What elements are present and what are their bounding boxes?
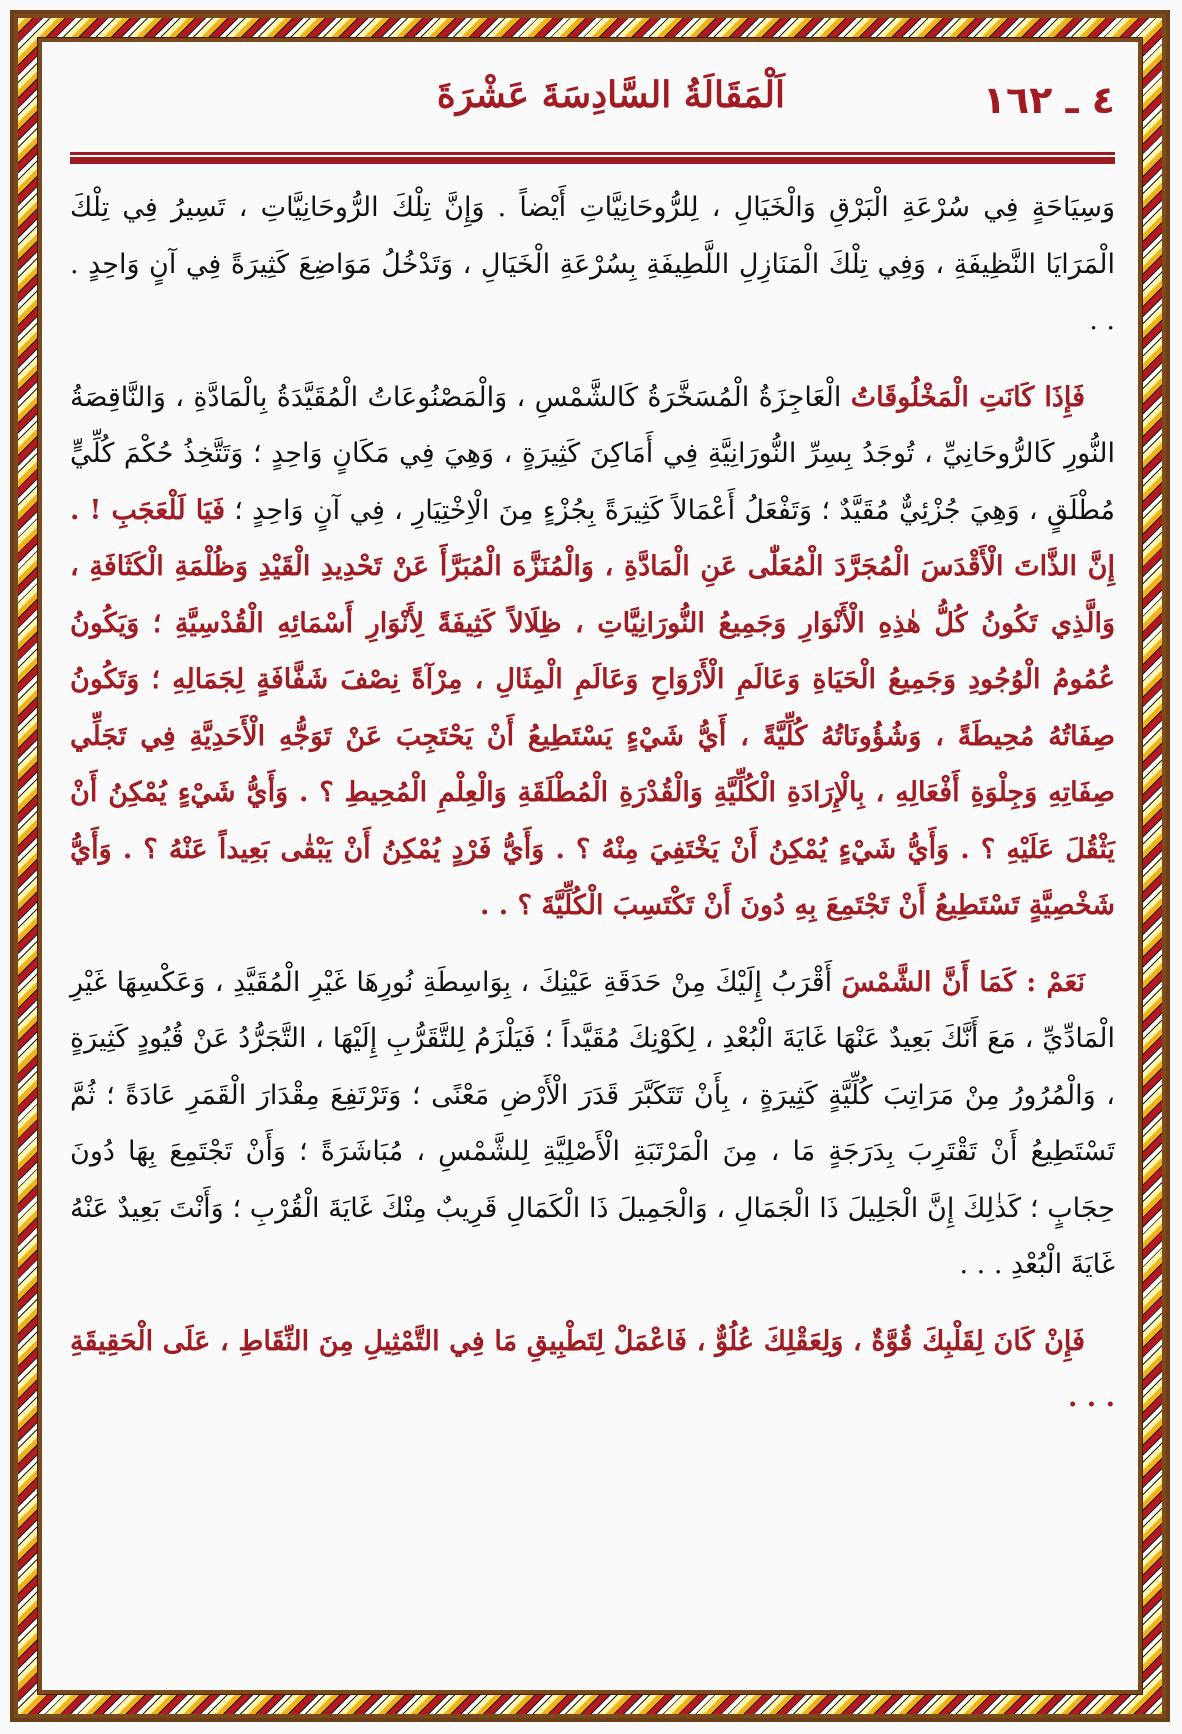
paragraph-text: أَقْرَبُ إِلَيْكَ مِنْ حَدَقَةِ عَيْنِكَ ، بِوَاسِطَةِ نُورِهَا غَيْرِ الْمُقَيَّدِ ، وَعَكْسِهَا غَيْرِ الْمَادِّيِّ ، مَعَ أَنَّكَ بَعِيدٌ عَنْهَا غَايَةَ الْبُعْدِ ، لِكَوْنِكَ مُقَيَّداً ؛ فَيَلْزَمُ لِلتَّقَرُّبِ إِلَيْهَا ، التَّجَرُّدُ عَنْ قُيُودٍ كَثِيرَةٍ ، وَالْمُرُورُ مِنْ مَرَاتِبَ كُلِّيَّةٍ كَثِيرَةٍ ، بِأَنْ تَتَكَبَّرَ قَدَرَ الْأَرْضِ مَعْنًى ؛ وَتَرْتَفِعَ مِقْدَارَ الْقَمَرِ عَادَةً ؛ ثُمَّ تَسْتَطِيعُ أَنْ تَقْتَرِبَ بِدَرَجَةٍ مَا ، مِنَ الْمَرْتَبَةِ الْأَصْلِيَّةِ لِلشَّمْسِ ، مُبَاشَرَةً ؛ وَأَنْ تَجْتَمِعَ بِهَا دُونَ حِجَابٍ ؛ كَذٰلِكَ إِنَّ الْجَلِيلَ ذَا الْجَمَالِ ، وَالْجَمِيلَ ذَا الْكَمَالِ قَرِيبٌ مِنْكَ غَايَةَ الْقُرْبِ ؛ وَأَنْتَ بَعِيدٌ عَنْهُ غَايَةَ الْبُعْدِ . . . bbox=[70, 966, 1115, 1280]
paragraph-highlight: فَإِذَا كَانَتِ الْمَخْلُوقَاتُ bbox=[850, 381, 1086, 413]
page-header bbox=[70, 70, 1115, 152]
paragraph-4 bbox=[70, 1314, 1115, 1427]
paragraph-3 bbox=[70, 955, 1115, 1294]
header-divider bbox=[70, 152, 1115, 164]
page-number: ٤ ـ ١٦٢ bbox=[982, 78, 1115, 122]
paragraph-highlight: فَإِنْ كَانَ لِقَلْبِكَ قُوَّةٌ ، وَلِعَقْلِكَ عُلُوٌّ ، فَاعْمَلْ لِتَطْبِيقِ مَا فِي التَّمْثِيلِ مِنَ النِّقَاطِ ، عَلَى الْحَقِيقَةِ . . . bbox=[70, 1325, 1115, 1413]
paragraph-2 bbox=[70, 370, 1115, 935]
body-text bbox=[70, 180, 1115, 1447]
paragraph-highlight: نَعَمْ : كَمَا أَنَّ الشَّمْسَ bbox=[841, 966, 1085, 998]
paragraph-text: وَسِيَاحَةٍ فِي سُرْعَةِ الْبَرْقِ وَالْخَيَالِ ، لِلرُّوحَانِيَّاتِ أَيْضاً . وَإِنَّ تِلْكَ الرُّوحَانِيَّاتِ ، تَسِيرُ فِي تِلْكَ الْمَرَايَا النَّظِيفَةِ ، وَفِي تِلْكَ الْمَنَازِلِ اللَّطِيفَةِ بِسُرْعَةِ الْخَيَالِ ، وَتَدْخُلُ مَوَاضِعَ كَثِيرَةً فِي آنٍ وَاحِدٍ . . . bbox=[70, 192, 1115, 336]
document-page bbox=[70, 70, 1115, 1670]
paragraph-text: الْعَاجِزَةُ الْمُسَخَّرَةُ كَالشَّمْسِ ، وَالْمَصْنُوعَاتُ الْمُقَيَّدَةُ بِالْمَادَّةِ ، وَالنَّاقِصَةُ النُّورِ كَالرُّوحَانِيِّ ، تُوجَدُ بِسِرِّ النُّورَانِيَّةِ فِي أَمَاكِنَ كَثِيرَةٍ ، وَهِيَ فِي مَكَانٍ وَاحِدٍ ؛ وَتَتَّخِذُ حُكْمَ كُلِّيٍّ مُطْلَقٍ ، وَهِيَ جُزْئِيٌّ مُقَيَّدٌ ؛ وَتَفْعَلُ أَعْمَالاً كَثِيرَةً بِجُزْءٍ مِنَ الْاِخْتِيَارِ ، فِي آنٍ وَاحِدٍ ؛ bbox=[70, 381, 1115, 526]
header-rule-thick bbox=[70, 157, 1115, 164]
paragraph-1 bbox=[70, 180, 1115, 350]
paragraph-highlight: فَيَا لَلْعَجَبِ ! . إِنَّ الذَّاتَ الْأَقْدَسَ الْمُجَرَّدَ الْمُعَلّٰى عَنِ الْمَادَّةِ ، وَالْمُنَزَّهَ الْمُبَرَّأَ عَنْ تَحْدِيدِ الْقَيْدِ وَظُلْمَةِ الْكَثَافَةِ ، وَالَّذِي تَكُونُ كُلُّ هٰذِهِ الْأَنْوَارِ وَجَمِيعُ النُّورَانِيَّاتِ ، ظِلَالاً كَثِيفَةً لِأَنْوَارِ أَسْمَائِهِ الْقُدْسِيَّةِ ؛ وَيَكُونُ عُمُومُ الْوُجُودِ وَجَمِيعُ الْحَيَاةِ وَعَالَمِ الْأَرْوَاحِ وَعَالَمِ الْمِثَالِ ، مِرْآةً نِصْفَ شَفَّافَةٍ لِجَمَالِهِ ؛ وَتَكُونُ صِفَاتُهُ مُحِيطَةً ، وَشُؤُونَاتُهُ كُلِّيَّةً ، أَيُّ شَيْءٍ يَسْتَطِيعُ أَنْ يَحْتَجِبَ عَنْ تَوَجُّهِ الْأَحَدِيَّةِ فِي تَجَلِّي صِفَاتِهِ وَجِلْوَةِ أَفْعَالِهِ ، بِالْإِرَادَةِ الْكُلِّيَّةِ وَالْقُدْرَةِ الْمُطْلَقَةِ وَالْعِلْمِ الْمُحِيطِ ؟ . وَأَيُّ شَيْءٍ يُمْكِنُ أَنْ يَثْقُلَ عَلَيْهِ ؟ . وَأَيُّ شَيْءٍ يُمْكِنُ أَنْ يَخْتَفِيَ مِنْهُ ؟ . وَأَيُّ فَرْدٍ يُمْكِنُ أَنْ يَبْقٰى بَعِيداً عَنْهُ ؟ . وَأَيُّ شَخْصِيَّةٍ تَسْتَطِيعُ أَنْ تَجْتَمِعَ بِهِ دُونَ أَنْ تَكْتَسِبَ الْكُلِّيَّةَ ؟ . . bbox=[70, 494, 1115, 921]
chapter-title: اَلْمَقَالَةُ السَّادِسَةَ عَشْرَةَ bbox=[436, 74, 785, 116]
